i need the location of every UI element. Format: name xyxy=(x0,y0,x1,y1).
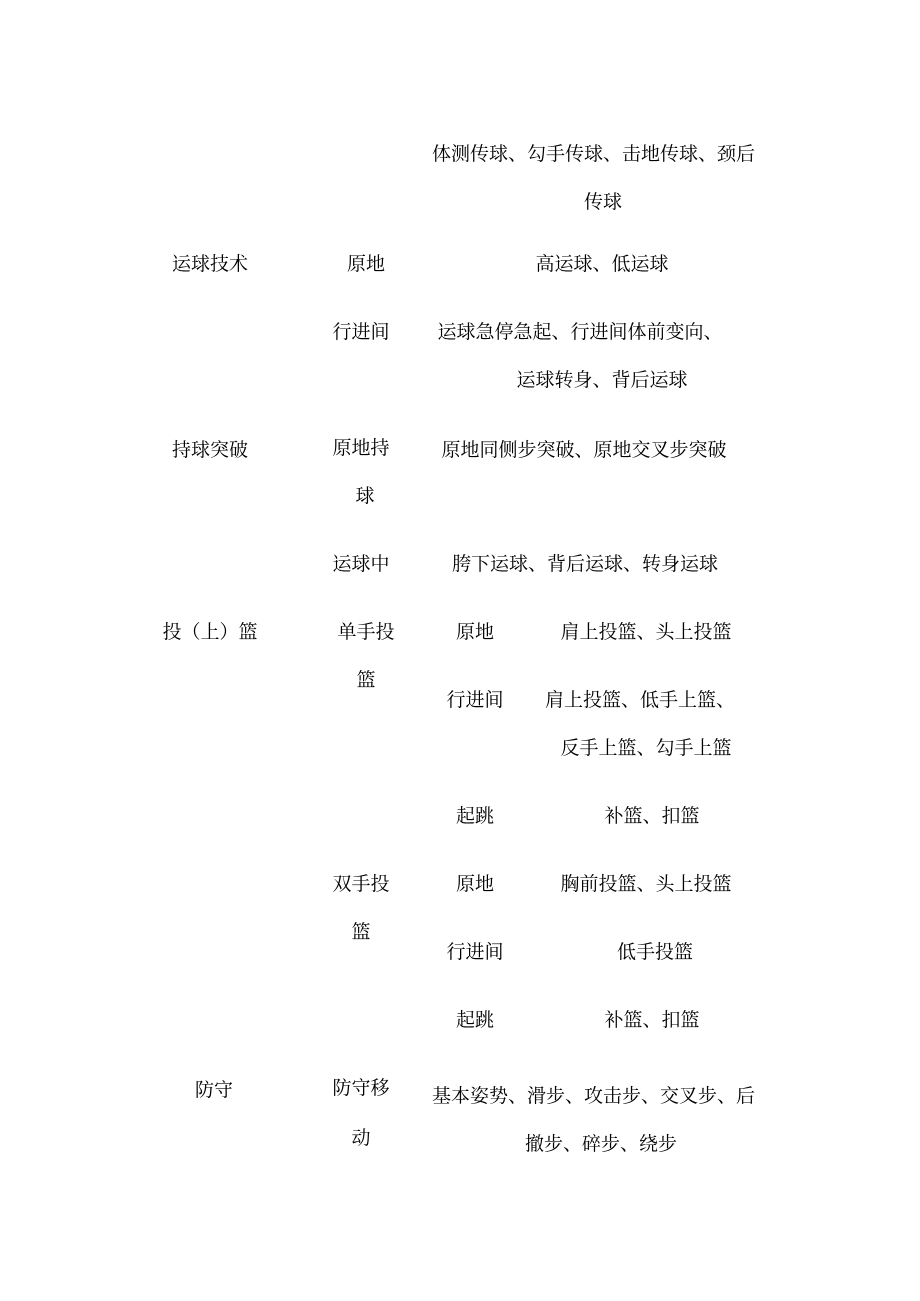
dribble-stationary-content: 高运球、低运球 xyxy=(535,253,669,275)
one-hand-moving-line1: 肩上投篮、低手上篮、 xyxy=(544,689,736,711)
category-defense: 防守 xyxy=(194,1079,234,1101)
passing-types-line2: 传球 xyxy=(583,191,623,213)
category-dribble: 运球技术 xyxy=(171,253,249,275)
two-hand-jump-label: 起跳 xyxy=(455,1009,495,1031)
two-hand-label2: 篮 xyxy=(351,921,371,943)
one-hand-moving-line2: 反手上篮、勾手上篮 xyxy=(560,737,732,759)
one-hand-label1: 单手投 xyxy=(337,621,395,643)
two-hand-label1: 双手投 xyxy=(332,873,390,895)
two-hand-stationary-content: 胸前投篮、头上投篮 xyxy=(560,873,732,895)
two-hand-moving-content: 低手投篮 xyxy=(616,941,694,963)
defense-movement-line1: 基本姿势、滑步、攻击步、交叉步、后 xyxy=(432,1085,756,1107)
one-hand-stationary-label: 原地 xyxy=(455,621,495,643)
dribble-moving-line1: 运球急停急起、行进间体前变向、 xyxy=(437,321,723,343)
category-shooting: 投（上）篮 xyxy=(162,621,258,643)
one-hand-jump-label: 起跳 xyxy=(455,805,495,827)
breakthrough-stationary-label1: 原地持 xyxy=(332,437,390,459)
breakthrough-dribbling-label: 运球中 xyxy=(332,553,390,575)
breakthrough-stationary-content: 原地同侧步突破、原地交叉步突破 xyxy=(441,439,727,461)
dribble-moving-line2: 运球转身、背后运球 xyxy=(516,369,688,391)
breakthrough-stationary-label2: 球 xyxy=(355,485,375,507)
category-breakthrough: 持球突破 xyxy=(171,439,249,461)
one-hand-moving-label: 行进间 xyxy=(446,689,504,711)
defense-movement-label2: 动 xyxy=(351,1127,371,1149)
passing-types-line1: 体测传球、勾手传球、击地传球、颈后 xyxy=(432,143,756,165)
dribble-moving-label: 行进间 xyxy=(332,321,390,343)
dribble-stationary-label: 原地 xyxy=(346,253,386,275)
defense-movement-label1: 防守移 xyxy=(332,1077,390,1099)
two-hand-stationary-label: 原地 xyxy=(455,873,495,895)
two-hand-jump-content: 补篮、扣篮 xyxy=(604,1009,700,1031)
breakthrough-dribbling-content: 胯下运球、背后运球、转身运球 xyxy=(451,553,719,575)
one-hand-label2: 篮 xyxy=(356,669,376,691)
defense-movement-line2: 撤步、碎步、绕步 xyxy=(524,1133,678,1155)
two-hand-moving-label: 行进间 xyxy=(446,941,504,963)
one-hand-stationary-content: 肩上投篮、头上投篮 xyxy=(560,621,732,643)
one-hand-jump-content: 补篮、扣篮 xyxy=(604,805,700,827)
